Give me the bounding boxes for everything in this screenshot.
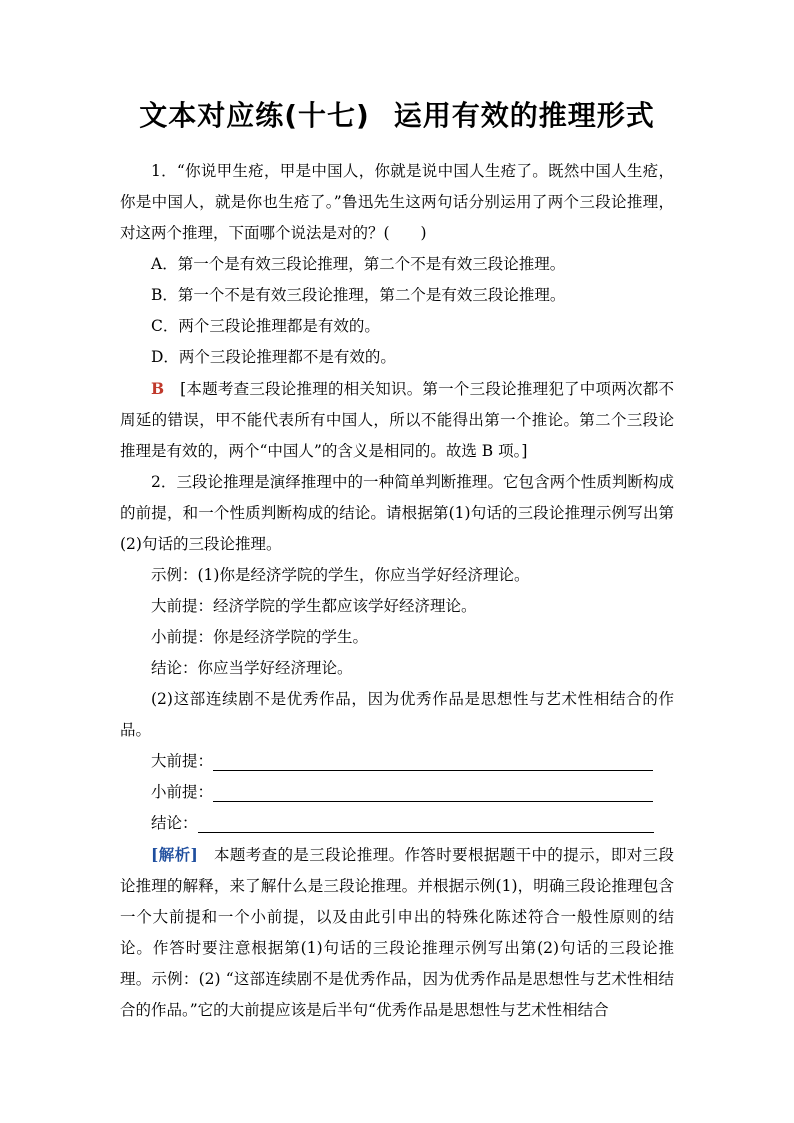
title-part-1: 文本对应练(十七) <box>139 99 370 132</box>
conclusion-label: 结论： <box>151 814 198 832</box>
question-2-sentence: (2)这部连续剧不是优秀作品，因为优秀作品是思想性与艺术性相结合的作品。 <box>120 690 674 739</box>
minor-premise-blank[interactable] <box>213 781 653 802</box>
question-2-stem: 2．三段论推理是演绎推理中的一种简单判断推理。它包含两个性质判断构成的前提，和一个性质判断构成的结论。请根据第(1)句话的三段论推理示例写出第(2)句话的三段论推理。 <box>120 473 674 553</box>
question-1-answer <box>120 373 674 467</box>
question-1-stem: 1．“你说甲生疮，甲是中国人，你就是说中国人生疮了。既然中国人生疮，你是中国人，就是你也生疮了。”鲁迅先生这两句话分别运用了两个三段论推理，对这两个推理，下面哪个说法是对的？( ) <box>120 162 674 242</box>
major-premise-row <box>120 746 674 777</box>
example-line-4: 结论：你应当学好经济理论。 <box>151 659 353 677</box>
question-2-analysis <box>120 839 674 1026</box>
question-1-option-d: D．两个三段论推理都不是有效的。 <box>151 348 396 366</box>
conclusion-row <box>120 808 674 839</box>
major-premise-label: 大前提： <box>151 752 214 770</box>
example-line-3: 小前提：你是经济学院的学生。 <box>151 628 369 646</box>
page-title <box>120 96 674 136</box>
answer-explanation: [本题考查三段论推理的相关知识。第一个三段论推理犯了中项两次都不周延的错误，甲不能代表所有中国人，所以不能得出第一个推论。第二个三段论推理是有效的，两个“中国人”的含义是相同的。故选 B 项。] <box>120 380 674 460</box>
title-part-2: 运用有效的推理形式 <box>393 99 655 132</box>
minor-premise-label: 小前提： <box>151 783 214 801</box>
major-premise-blank[interactable] <box>213 750 653 771</box>
example-line-1: 示例：(1)你是经济学院的学生，你应当学好经济理论。 <box>151 566 530 584</box>
analysis-text: 本题考查的是三段论推理。作答时要根据题干中的提示，即对三段论推理的解释，来了解什么是三段论推理。并根据示例(1)，明确三段论推理包含一个大前提和一个小前提，以及由此引申出的特殊化陈述符合一般性原则的结论。作答时要注意根据第(1)句话的三段论推理示例写出第(2)句话的三段论推理。示例：(2) “这部连续剧不是优秀作品，因为优秀作品是思想性与艺术性相结合的作品。”它的大前提应该是后半句“优秀作品是思想性与艺术性相结合 <box>120 846 674 1019</box>
question-1-option-b: B．第一个不是有效三段论推理，第二个是有效三段论推理。 <box>151 286 566 304</box>
minor-premise-row <box>120 777 674 808</box>
question-1-option-c: C．两个三段论推理都是有效的。 <box>151 317 380 335</box>
conclusion-blank[interactable] <box>198 812 654 833</box>
analysis-tag: [解析] <box>151 845 198 864</box>
example-line-2: 大前提：经济学院的学生都应该学好经济理论。 <box>151 597 477 615</box>
answer-letter: B <box>151 379 165 398</box>
question-1 <box>120 156 674 467</box>
question-1-option-a: A．第一个是有效三段论推理，第二个不是有效三段论推理。 <box>151 255 566 273</box>
question-2 <box>120 467 674 1026</box>
